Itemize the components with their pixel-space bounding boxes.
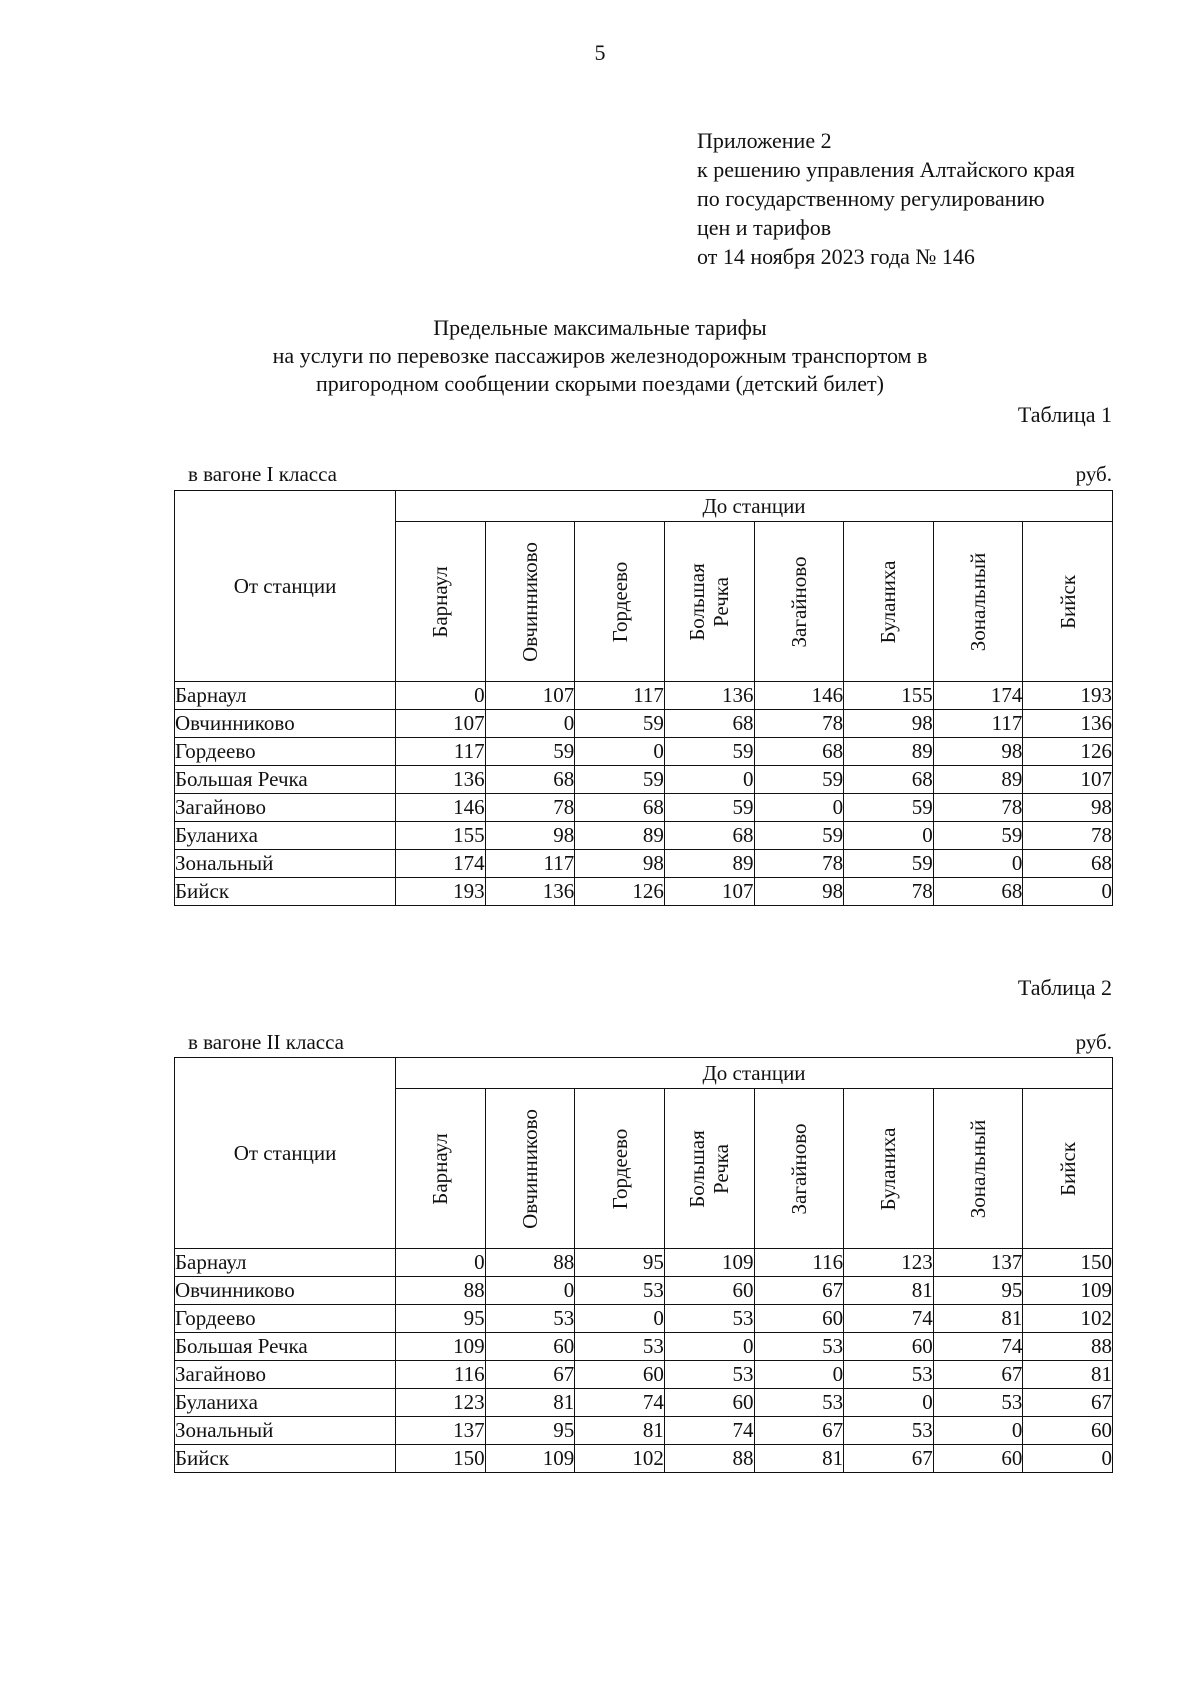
tariff-cell: 78 (844, 878, 934, 906)
station-name: Загайново (175, 1361, 396, 1389)
column-header (933, 1089, 1023, 1249)
column-label: Барнаул (428, 565, 453, 638)
tariff-table-1 (174, 490, 1113, 906)
tariff-cell: 174 (396, 850, 486, 878)
tariff-cell: 68 (485, 766, 575, 794)
table-row (175, 1361, 1113, 1389)
tariff-cell: 60 (664, 1277, 754, 1305)
tariff-cell: 81 (575, 1417, 665, 1445)
column-header (664, 1089, 754, 1249)
tariff-cell: 67 (754, 1277, 844, 1305)
tariff-cell: 74 (575, 1389, 665, 1417)
tariff-cell: 0 (575, 738, 665, 766)
tariff-cell: 98 (933, 738, 1023, 766)
tariff-cell: 53 (844, 1417, 934, 1445)
station-name: Буланиха (175, 1389, 396, 1417)
tariff-cell: 89 (575, 822, 665, 850)
tariff-cell: 59 (844, 794, 934, 822)
tariff-cell: 88 (396, 1277, 486, 1305)
table-row (175, 1333, 1113, 1361)
column-label: Бийск (1055, 1141, 1080, 1196)
column-label: Овчинниково (517, 1108, 542, 1229)
column-label: Бийск (1055, 574, 1080, 629)
station-name: Буланиха (175, 822, 396, 850)
tariff-cell: 107 (664, 878, 754, 906)
column-label: Гордеево (607, 561, 632, 642)
tariff-cell: 53 (575, 1333, 665, 1361)
table-row (175, 850, 1113, 878)
tariff-cell: 81 (844, 1277, 934, 1305)
tariff-cell: 193 (396, 878, 486, 906)
appendix-line: от 14 ноября 2023 года № 146 (697, 244, 975, 269)
to-station-header: До станции (396, 491, 1113, 522)
tariff-cell: 98 (844, 710, 934, 738)
table-caption: Таблица 2 (1017, 975, 1112, 1000)
column-header (575, 522, 665, 682)
tariff-cell: 89 (933, 766, 1023, 794)
station-name: Бийск (175, 1445, 396, 1473)
table-row (175, 1277, 1113, 1305)
tariff-cell: 107 (396, 710, 486, 738)
tariff-cell: 53 (485, 1305, 575, 1333)
tariff-cell: 126 (575, 878, 665, 906)
tariff-cell: 68 (664, 822, 754, 850)
tariff-table-2 (174, 1057, 1113, 1473)
column-label: Гордеево (607, 1128, 632, 1209)
tariff-cell: 98 (754, 878, 844, 906)
tariff-cell: 78 (933, 794, 1023, 822)
tariff-cell: 146 (754, 682, 844, 710)
appendix-block (697, 126, 1075, 271)
tariff-cell: 0 (485, 710, 575, 738)
tariff-cell: 59 (575, 710, 665, 738)
tariff-cell: 155 (844, 682, 934, 710)
column-header (396, 1089, 486, 1249)
tariff-cell: 60 (933, 1445, 1023, 1473)
from-station-header: От станции (175, 1058, 396, 1249)
tariff-cell: 0 (844, 822, 934, 850)
from-station-header: От станции (175, 491, 396, 682)
title-line: Предельные максимальные тарифы (433, 315, 767, 340)
tariff-cell: 137 (933, 1249, 1023, 1277)
tariff-cell: 68 (754, 738, 844, 766)
tariff-cell: 0 (844, 1389, 934, 1417)
column-label: Буланиха (876, 560, 901, 644)
tariff-cell: 0 (1023, 1445, 1113, 1473)
column-header (754, 1089, 844, 1249)
tariff-cell: 0 (664, 766, 754, 794)
tariff-cell: 67 (1023, 1389, 1113, 1417)
class-label: в вагоне II класса (188, 1030, 344, 1054)
tariff-cell: 68 (933, 878, 1023, 906)
page-number: 5 (594, 40, 606, 65)
tariff-cell: 109 (485, 1445, 575, 1473)
column-header (575, 1089, 665, 1249)
tariff-cell: 150 (1023, 1249, 1113, 1277)
tariff-cell: 95 (933, 1277, 1023, 1305)
table-row (175, 1305, 1113, 1333)
column-header (754, 522, 844, 682)
header-row (175, 1058, 1113, 1089)
tariff-cell: 136 (664, 682, 754, 710)
station-name: Большая Речка (175, 1333, 396, 1361)
station-name: Барнаул (175, 682, 396, 710)
station-name: Барнаул (175, 1249, 396, 1277)
tariff-cell: 59 (754, 766, 844, 794)
unit-label: руб. (1075, 1030, 1112, 1054)
tariff-cell: 59 (664, 738, 754, 766)
tariff-cell: 98 (1023, 794, 1113, 822)
column-label: Барнаул (428, 1132, 453, 1205)
tariff-cell: 150 (396, 1445, 486, 1473)
tariff-cell: 0 (754, 1361, 844, 1389)
tariff-cell: 78 (1023, 822, 1113, 850)
class-label: в вагоне I класса (188, 462, 337, 486)
column-label: Загайново (786, 1123, 811, 1215)
tariff-cell: 95 (396, 1305, 486, 1333)
tariff-cell: 88 (1023, 1333, 1113, 1361)
tariff-cell: 60 (844, 1333, 934, 1361)
tariff-cell: 53 (844, 1361, 934, 1389)
tariff-cell: 98 (575, 850, 665, 878)
tariff-cell: 68 (1023, 850, 1113, 878)
title-line: на услуги по перевозке пассажиров железнодорожным транспортом в (272, 343, 928, 368)
tariff-cell: 53 (754, 1333, 844, 1361)
tariff-cell: 53 (754, 1389, 844, 1417)
tariff-cell: 89 (844, 738, 934, 766)
tariff-cell: 117 (396, 738, 486, 766)
tariff-cell: 53 (664, 1305, 754, 1333)
tariff-cell: 107 (485, 682, 575, 710)
tariff-cell: 53 (664, 1361, 754, 1389)
tariff-cell: 123 (844, 1249, 934, 1277)
tariff-cell: 155 (396, 822, 486, 850)
tariff-cell: 60 (664, 1389, 754, 1417)
tariff-cell: 0 (933, 1417, 1023, 1445)
tariff-cell: 102 (575, 1445, 665, 1473)
column-header (1023, 522, 1113, 682)
tariff-cell: 174 (933, 682, 1023, 710)
station-name: Загайново (175, 794, 396, 822)
table-row (175, 794, 1113, 822)
tariff-cell: 67 (933, 1361, 1023, 1389)
tariff-cell: 0 (1023, 878, 1113, 906)
station-name: Зональный (175, 850, 396, 878)
station-name: Большая Речка (175, 766, 396, 794)
table-row (175, 710, 1113, 738)
tariff-cell: 137 (396, 1417, 486, 1445)
tariff-cell: 136 (1023, 710, 1113, 738)
table-row (175, 1445, 1113, 1473)
tariff-cell: 59 (575, 766, 665, 794)
tariff-cell: 81 (1023, 1361, 1113, 1389)
tariff-cell: 60 (1023, 1417, 1113, 1445)
tariff-cell: 74 (844, 1305, 934, 1333)
column-header (485, 1089, 575, 1249)
station-name: Бийск (175, 878, 396, 906)
column-label: Зональный (966, 1119, 991, 1218)
tariff-cell: 95 (485, 1417, 575, 1445)
tariff-cell: 116 (396, 1361, 486, 1389)
tariff-cell: 98 (485, 822, 575, 850)
table-row (175, 1389, 1113, 1417)
tariff-cell: 102 (1023, 1305, 1113, 1333)
column-header (844, 522, 934, 682)
tariff-cell: 0 (485, 1277, 575, 1305)
column-label: Зональный (966, 552, 991, 651)
appendix-line: по государственному регулированию (697, 186, 1045, 211)
column-label: Загайново (786, 556, 811, 648)
tariff-cell: 74 (664, 1417, 754, 1445)
tariff-cell: 0 (664, 1333, 754, 1361)
table-row (175, 682, 1113, 710)
header-row (175, 491, 1113, 522)
tariff-cell: 59 (664, 794, 754, 822)
tariff-cell: 78 (754, 710, 844, 738)
tariff-cell: 60 (575, 1361, 665, 1389)
tariff-cell: 109 (1023, 1277, 1113, 1305)
column-label: Овчинниково (517, 541, 542, 662)
tariff-cell: 95 (575, 1249, 665, 1277)
tariff-cell: 136 (396, 766, 486, 794)
station-name: Гордеево (175, 738, 396, 766)
tariff-cell: 53 (575, 1277, 665, 1305)
tariff-cell: 117 (575, 682, 665, 710)
tariff-cell: 123 (396, 1389, 486, 1417)
tariff-cell: 59 (485, 738, 575, 766)
tariff-cell: 59 (754, 822, 844, 850)
tariff-cell: 117 (485, 850, 575, 878)
to-station-header: До станции (396, 1058, 1113, 1089)
column-header (664, 522, 754, 682)
table-row (175, 1417, 1113, 1445)
tariff-cell: 60 (754, 1305, 844, 1333)
tariff-cell: 68 (664, 710, 754, 738)
tariff-cell: 81 (485, 1389, 575, 1417)
tariff-cell: 0 (396, 682, 486, 710)
tariff-cell: 88 (664, 1445, 754, 1473)
table-row (175, 878, 1113, 906)
tariff-cell: 68 (844, 766, 934, 794)
tariff-cell: 59 (844, 850, 934, 878)
tariff-cell: 116 (754, 1249, 844, 1277)
unit-label: руб. (1075, 462, 1112, 486)
tariff-cell: 0 (575, 1305, 665, 1333)
tariff-cell: 0 (754, 794, 844, 822)
column-header (396, 522, 486, 682)
table-caption: Таблица 1 (1017, 402, 1112, 427)
tariff-cell: 81 (933, 1305, 1023, 1333)
tariff-cell: 74 (933, 1333, 1023, 1361)
tariff-cell: 117 (933, 710, 1023, 738)
column-label: Большая Речка (685, 1129, 734, 1208)
station-name: Гордеево (175, 1305, 396, 1333)
tariff-cell: 136 (485, 878, 575, 906)
tariff-cell: 60 (485, 1333, 575, 1361)
column-label: Буланиха (876, 1127, 901, 1211)
tariff-cell: 89 (664, 850, 754, 878)
column-label: Большая Речка (685, 562, 734, 641)
title-line: пригородном сообщении скорыми поездами (детский билет) (316, 371, 884, 396)
appendix-line: к решению управления Алтайского края (697, 157, 1075, 182)
column-header (485, 522, 575, 682)
column-header (933, 522, 1023, 682)
column-header (1023, 1089, 1113, 1249)
appendix-line: Приложение 2 (697, 128, 832, 153)
table-row (175, 822, 1113, 850)
tariff-cell: 146 (396, 794, 486, 822)
tariff-cell: 67 (754, 1417, 844, 1445)
document-title (250, 314, 950, 398)
tariff-cell: 67 (844, 1445, 934, 1473)
tariff-cell: 0 (396, 1249, 486, 1277)
table-row (175, 738, 1113, 766)
appendix-line: цен и тарифов (697, 215, 832, 240)
column-header (844, 1089, 934, 1249)
tariff-cell: 109 (664, 1249, 754, 1277)
tariff-cell: 81 (754, 1445, 844, 1473)
station-name: Овчинниково (175, 1277, 396, 1305)
tariff-cell: 67 (485, 1361, 575, 1389)
tariff-cell: 78 (754, 850, 844, 878)
tariff-cell: 109 (396, 1333, 486, 1361)
table-row (175, 1249, 1113, 1277)
tariff-cell: 68 (575, 794, 665, 822)
tariff-cell: 88 (485, 1249, 575, 1277)
tariff-cell: 0 (933, 850, 1023, 878)
station-name: Овчинниково (175, 710, 396, 738)
tariff-cell: 78 (485, 794, 575, 822)
tariff-cell: 193 (1023, 682, 1113, 710)
tariff-cell: 126 (1023, 738, 1113, 766)
tariff-cell: 59 (933, 822, 1023, 850)
tariff-cell: 107 (1023, 766, 1113, 794)
table-row (175, 766, 1113, 794)
tariff-cell: 53 (933, 1389, 1023, 1417)
station-name: Зональный (175, 1417, 396, 1445)
